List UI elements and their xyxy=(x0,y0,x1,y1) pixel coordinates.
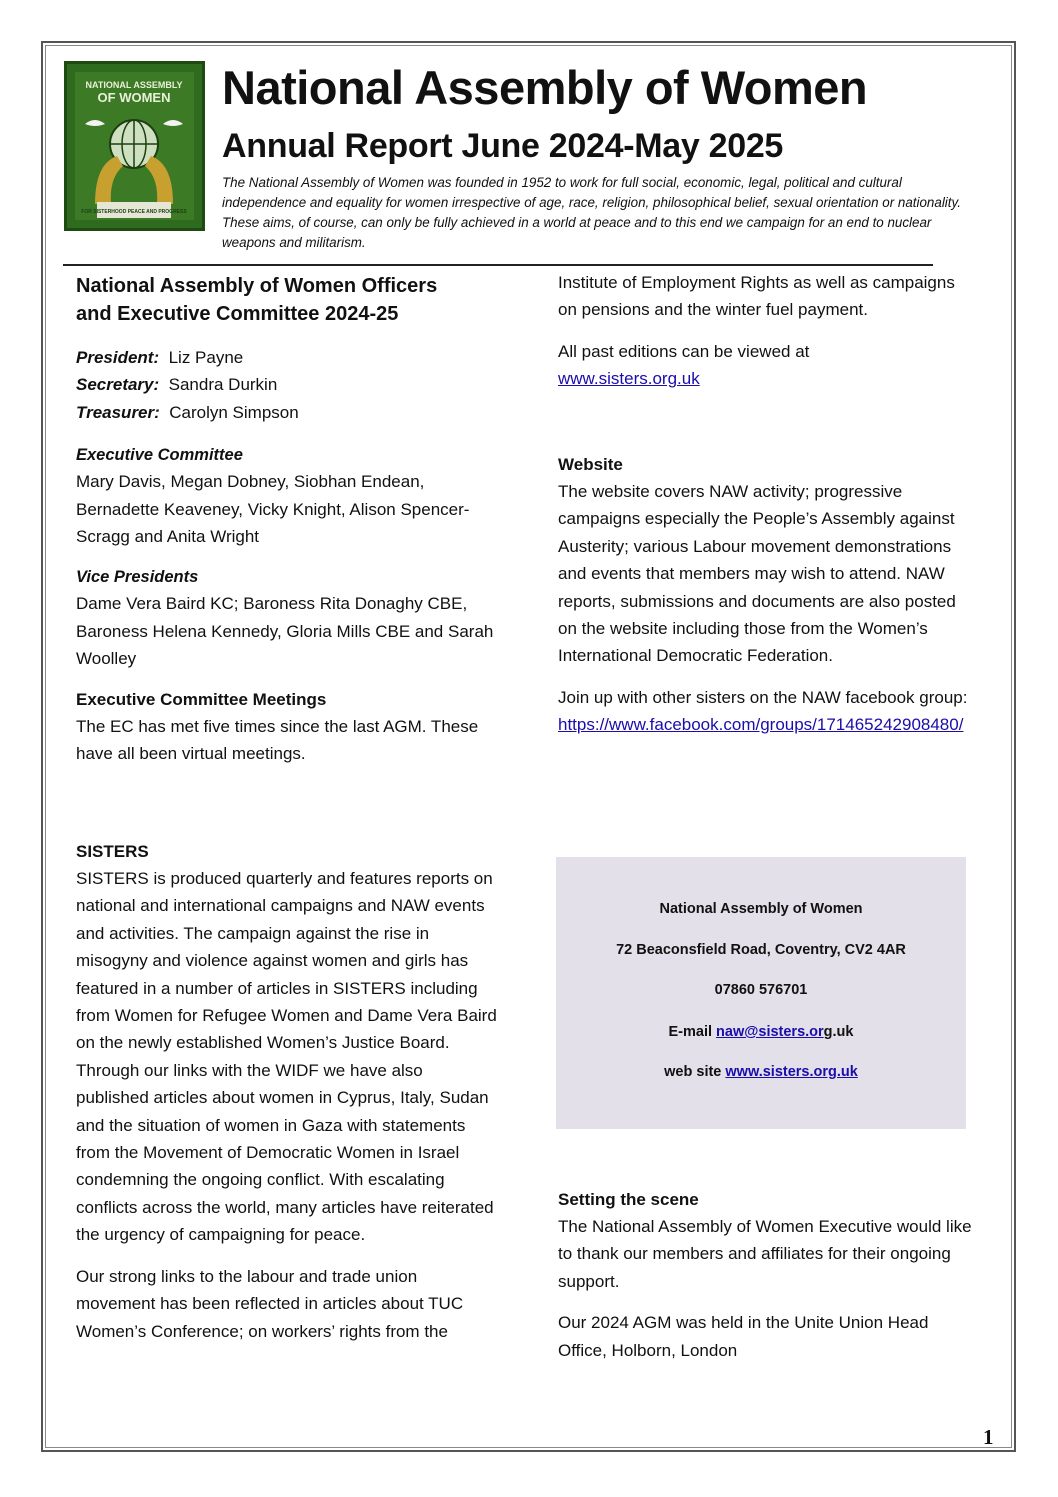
past-editions-text: All past editions can be viewed at xyxy=(558,341,810,361)
right-column-top xyxy=(558,269,978,407)
vp-heading: Vice Presidents xyxy=(76,568,199,587)
page-subtitle: Annual Report June 2024-May 2025 xyxy=(222,127,784,165)
meetings-text: The EC has met five times since the last AGM. These have all been virtual meetings. xyxy=(76,716,479,764)
sisters-continued: Institute of Employment Rights as well as campaigns on pensions and the winter fuel payment. xyxy=(558,273,955,320)
logo-emblem xyxy=(67,64,202,228)
sisters-section xyxy=(76,839,498,1359)
scene-para1: The National Assembly of Women Executive would like to thank our members and affiliates for their ongoing support. xyxy=(558,1217,972,1291)
exec-members: Mary Davis, Megan Dobney, Siobhan Endean, Bernadette Keaveney, Vicky Knight, Alison Spencer-Scragg and Anita Wright xyxy=(76,472,470,547)
officer-treasurer: Treasurer: Carolyn Simpson xyxy=(76,402,299,422)
contact-website: web site www.sisters.org.uk xyxy=(664,1064,858,1080)
facebook-group-link[interactable]: https://www.facebook.com/groups/171465242908480/ xyxy=(558,715,964,735)
contact-name: National Assembly of Women xyxy=(659,901,863,917)
logo-text-bottom: FOR SISTERHOOD PEACE AND PROGRESS xyxy=(81,209,187,215)
sisters-website-link[interactable]: www.sisters.org.uk xyxy=(558,369,700,389)
header-divider xyxy=(63,264,933,266)
logo-text-top: NATIONAL ASSEMBLY xyxy=(85,80,183,90)
contact-address: 72 Beaconsfield Road, Coventry, CV2 4AR xyxy=(616,942,906,958)
left-column xyxy=(76,272,496,781)
page-number: 1 xyxy=(983,1425,994,1449)
sisters-para2: Our strong links to the labour and trade union movement has been reflected in articles about TUC Women’s Conference; on workers’ rights from the xyxy=(76,1266,464,1341)
setting-scene-section xyxy=(558,1187,978,1378)
naw-logo xyxy=(64,61,205,231)
logo-text-mid: OF WOMEN xyxy=(97,90,171,105)
intro-text: The National Assembly of Women was founded in 1952 to work for full social, economic, legal, political and cultural independence and equality for women irrespective of age, race, religion, philosophical belief, sexual orientation or nationality. These aims, of course, can only be fully achieved in a world at peace and to this end we campaign for an end to nuclear weapons and militarism. xyxy=(222,175,961,250)
contact-email: E-mail naw@sisters.org.uk xyxy=(668,1024,854,1040)
sisters-heading: SISTERS xyxy=(76,842,149,861)
website-section xyxy=(558,452,978,753)
contact-phone: 07860 576701 xyxy=(714,982,808,998)
scene-para2: Our 2024 AGM was held in the Unite Union Head Office, Holborn, London xyxy=(558,1313,929,1360)
exec-heading: Executive Committee xyxy=(76,446,243,465)
facebook-join-text: Join up with other sisters on the NAW facebook group: xyxy=(558,687,968,707)
contact-website-link[interactable]: www.sisters.org.uk xyxy=(725,1064,858,1080)
sisters-para1: SISTERS is produced quarterly and features reports on national and international campaigns and NAW events and activities. The campaign against the rise in misogyny and violence against women and girls has featured in a number of articles in SISTERS including from Women for Refugee Women and Dame Vera Baird on the newly established Women’s Justice Board. Through our links with the WIDF we have also published articles about women in Cyprus, Italy, Sudan and the situation of women in Gaza with statements from the Movement of Democratic Women in Israel condemning the ongoing conflict. With escalating conflicts across the world, many articles have reiterated the urgency of campaigning for peace. xyxy=(76,869,497,1245)
meetings-heading: Executive Committee Meetings xyxy=(76,689,327,709)
page-title: National Assembly of Women xyxy=(222,61,868,114)
officers-heading: National Assembly of Women Officers and Executive Committee 2024-25 xyxy=(76,275,438,325)
vp-members: Dame Vera Baird KC; Baroness Rita Donaghy CBE, Baroness Helena Kennedy, Gloria Mills CBE and Sarah Woolley xyxy=(76,594,494,669)
officer-secretary: Secretary: Sandra Durkin xyxy=(76,375,278,395)
website-heading: Website xyxy=(558,455,623,474)
contact-box xyxy=(556,857,966,1129)
scene-heading: Setting the scene xyxy=(558,1190,699,1209)
website-text: The website covers NAW activity; progressive campaigns especially the People’s Assembly against Austerity; various Labour movement demonstrations and events that members may wish to attend. NAW reports, submissions and documents are also posted on the website including those from the Women’s International Democratic Federation. xyxy=(558,482,956,666)
officer-president: President: Liz Payne xyxy=(76,348,244,367)
email-link[interactable]: naw@sisters.or xyxy=(716,1024,824,1040)
